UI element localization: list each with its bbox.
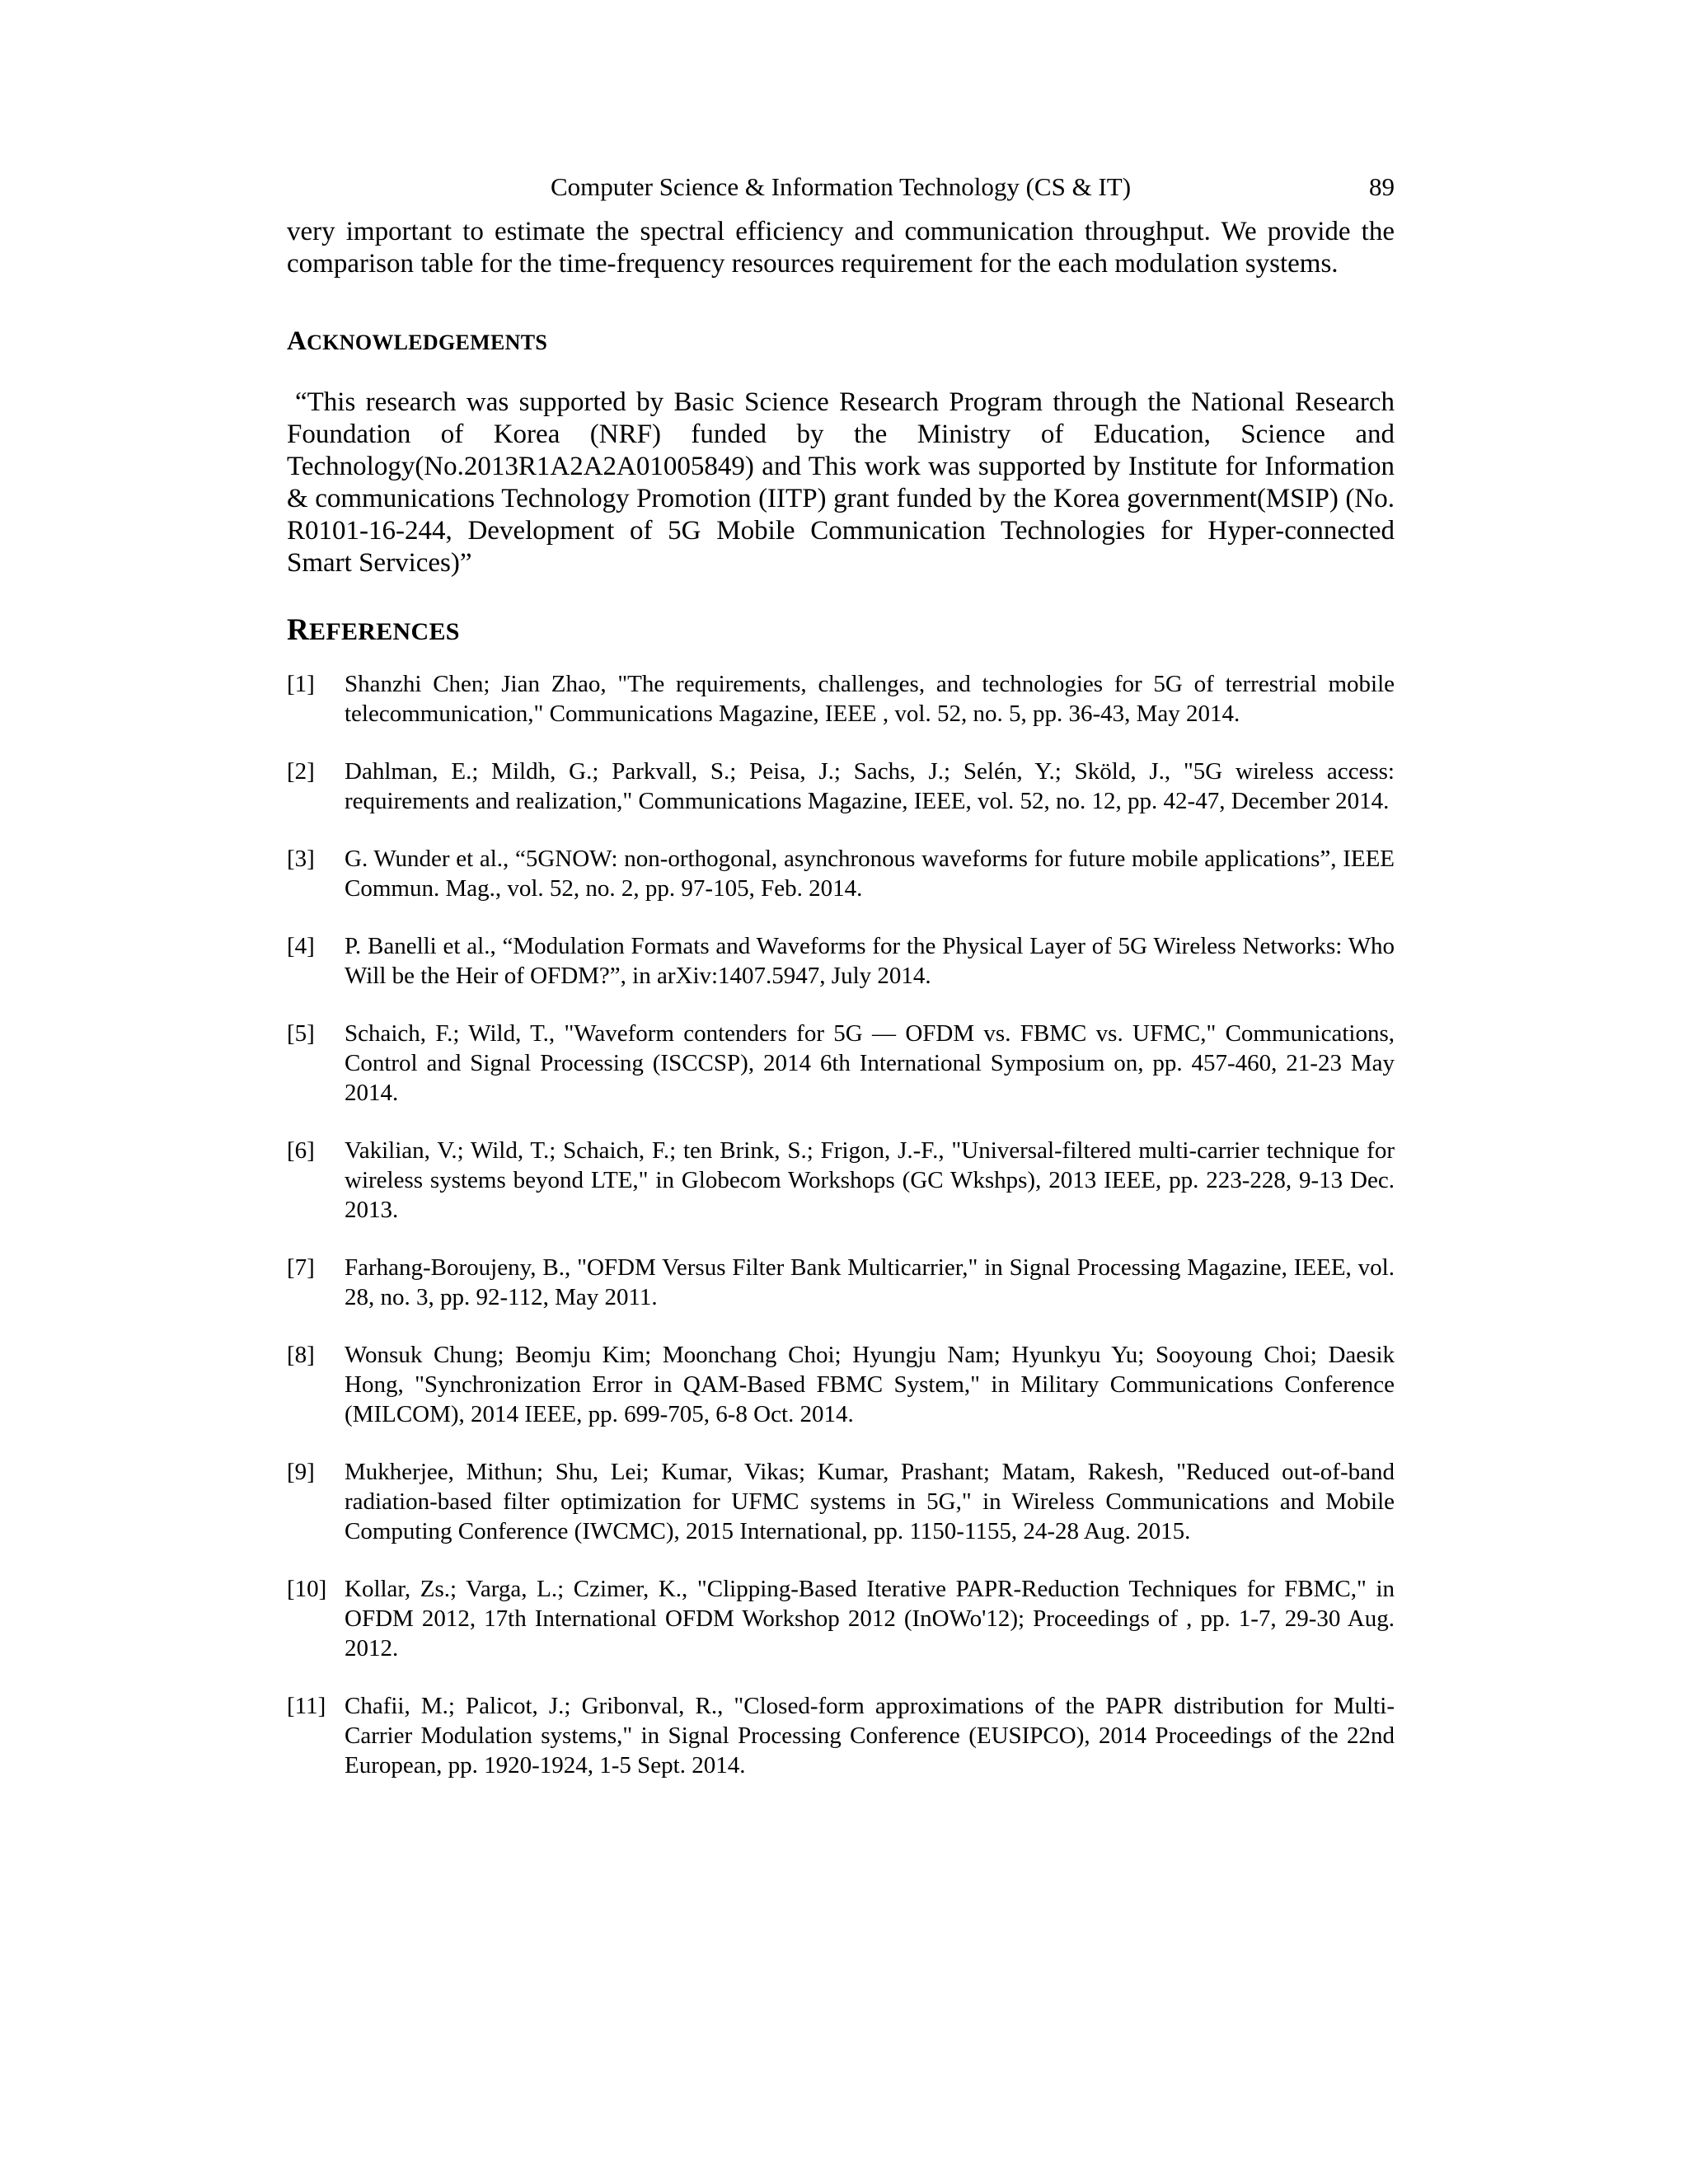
reference-item — [287, 844, 1395, 903]
reference-text: Mukherjee, Mithun; Shu, Lei; Kumar, Vikas; Kumar, Prashant; Matam, Rakesh, "Reduced out-of-band radiation-based filter optimization for UFMC systems in 5G," in Wireless Communications and Mobile Computing Conference (IWCMC), 2015 International, pp. 1150-1155, 24-28 Aug. 2015. — [345, 1459, 1395, 1544]
reference-number: [10] — [287, 1576, 327, 1602]
acknowledgements-heading-rest: CKNOWLEDGEMENTS — [307, 330, 548, 354]
reference-item — [287, 931, 1395, 991]
reference-list — [287, 669, 1395, 1780]
reference-text: P. Banelli et al., “Modulation Formats and Waveforms for the Physical Layer of 5G Wireless Networks: Who Will be the Heir of OFDM?”, in arXiv:1407.5947, July 2014. — [345, 933, 1395, 989]
reference-number: [7] — [287, 1254, 315, 1281]
reference-item — [287, 1340, 1395, 1429]
references-heading-rest: EFERENCES — [309, 618, 460, 645]
reference-number: [3] — [287, 846, 315, 872]
reference-number: [2] — [287, 758, 315, 785]
reference-item — [287, 1019, 1395, 1108]
reference-item — [287, 1574, 1395, 1663]
reference-text: Dahlman, E.; Mildh, G.; Parkvall, S.; Peisa, J.; Sachs, J.; Selén, Y.; Sköld, J., "5G wireless access: requirements and realization," Communications Magazine, IEEE, vol. 52, no. 12, pp. 42-47, December 2014. — [345, 758, 1395, 814]
reference-text: Vakilian, V.; Wild, T.; Schaich, F.; ten Brink, S.; Frigon, J.-F., "Universal-filtered multi-carrier technique for wireless systems beyond LTE," in Globecom Workshops (GC Wkshps), 2013 IEEE, pp. 223-228, 9-13 Dec. 2013. — [345, 1137, 1395, 1223]
reference-number: [4] — [287, 933, 315, 959]
reference-item — [287, 1136, 1395, 1225]
reference-text: Schaich, F.; Wild, T., "Waveform contenders for 5G — OFDM vs. FBMC vs. UFMC," Communications, Control and Signal Processing (ISCCSP), 2014 6th International Symposium on, pp. 457-460, 21-23 May 2014. — [345, 1020, 1395, 1106]
references-heading — [287, 612, 1395, 648]
reference-number: [5] — [287, 1020, 315, 1047]
references-heading-initial: R — [287, 613, 310, 647]
reference-item — [287, 1253, 1395, 1312]
reference-number: [8] — [287, 1342, 315, 1368]
page-number: 89 — [1369, 172, 1395, 201]
reference-text: G. Wunder et al., “5GNOW: non-orthogonal, asynchronous waveforms for future mobile applications”, IEEE Commun. Mag., vol. 52, no. 2, pp. 97-105, Feb. 2014. — [345, 846, 1395, 902]
reference-text: Kollar, Zs.; Varga, L.; Czimer, K., "Clipping-Based Iterative PAPR-Reduction Techniques for FBMC," in OFDM 2012, 17th International OFDM Workshop 2012 (InOWo'12); Proceedings of , pp. 1-7, 29-30 Aug. 2012. — [345, 1576, 1395, 1661]
reference-text: Wonsuk Chung; Beomju Kim; Moonchang Choi; Hyungju Nam; Hyunkyu Yu; Sooyoung Choi; Daesik Hong, "Synchronization Error in QAM-Based FBMC System," in Military Communications Conference (MILCOM), 2014 IEEE, pp. 699-705, 6-8 Oct. 2014. — [345, 1342, 1395, 1427]
journal-title: Computer Science & Information Technology (CS & IT) — [550, 172, 1132, 201]
reference-text: Chafii, M.; Palicot, J.; Gribonval, R., "Closed-form approximations of the PAPR distribution for Multi-Carrier Modulation systems," in Signal Processing Conference (EUSIPCO), 2014 Proceedings of the 22nd European, pp. 1920-1924, 1-5 Sept. 2014. — [345, 1693, 1395, 1779]
reference-number: [6] — [287, 1137, 315, 1164]
acknowledgements-text: “This research was supported by Basic Science Research Program through the National Research Foundation of Korea (NRF) funded by the Ministry of Education, Science and Technology(No.2013R1A2A2A01005849) and This work was supported by Institute for Information & communications Technology Promotion (IITP) grant funded by the Korea government(MSIP) (No. R0101-16-244, Development of 5G Mobile Communication Technologies for Hyper-connected Smart Services)” — [287, 387, 1395, 578]
reference-number: [9] — [287, 1459, 315, 1485]
intro-paragraph: very important to estimate the spectral efficiency and communication throughput. We provide the comparison table for the time-frequency resources requirement for the each modulation systems. — [287, 217, 1395, 279]
page-body — [287, 216, 1395, 1780]
running-header — [287, 169, 1395, 205]
acknowledgements-heading-initial: A — [287, 326, 307, 356]
reference-item — [287, 757, 1395, 816]
reference-number: [11] — [287, 1693, 326, 1719]
reference-text: Farhang-Boroujeny, B., "OFDM Versus Filter Bank Multicarrier," in Signal Processing Magazine, IEEE, vol. 28, no. 3, pp. 92-112, May 2011. — [345, 1254, 1395, 1310]
reference-item — [287, 1457, 1395, 1546]
reference-item — [287, 669, 1395, 729]
reference-item — [287, 1691, 1395, 1780]
reference-text: Shanzhi Chen; Jian Zhao, "The requirements, challenges, and technologies for 5G of terrestrial mobile telecommunication," Communications Magazine, IEEE , vol. 52, no. 5, pp. 36-43, May 2014. — [345, 671, 1395, 727]
reference-number: [1] — [287, 671, 315, 697]
acknowledgements-heading — [287, 326, 1395, 357]
